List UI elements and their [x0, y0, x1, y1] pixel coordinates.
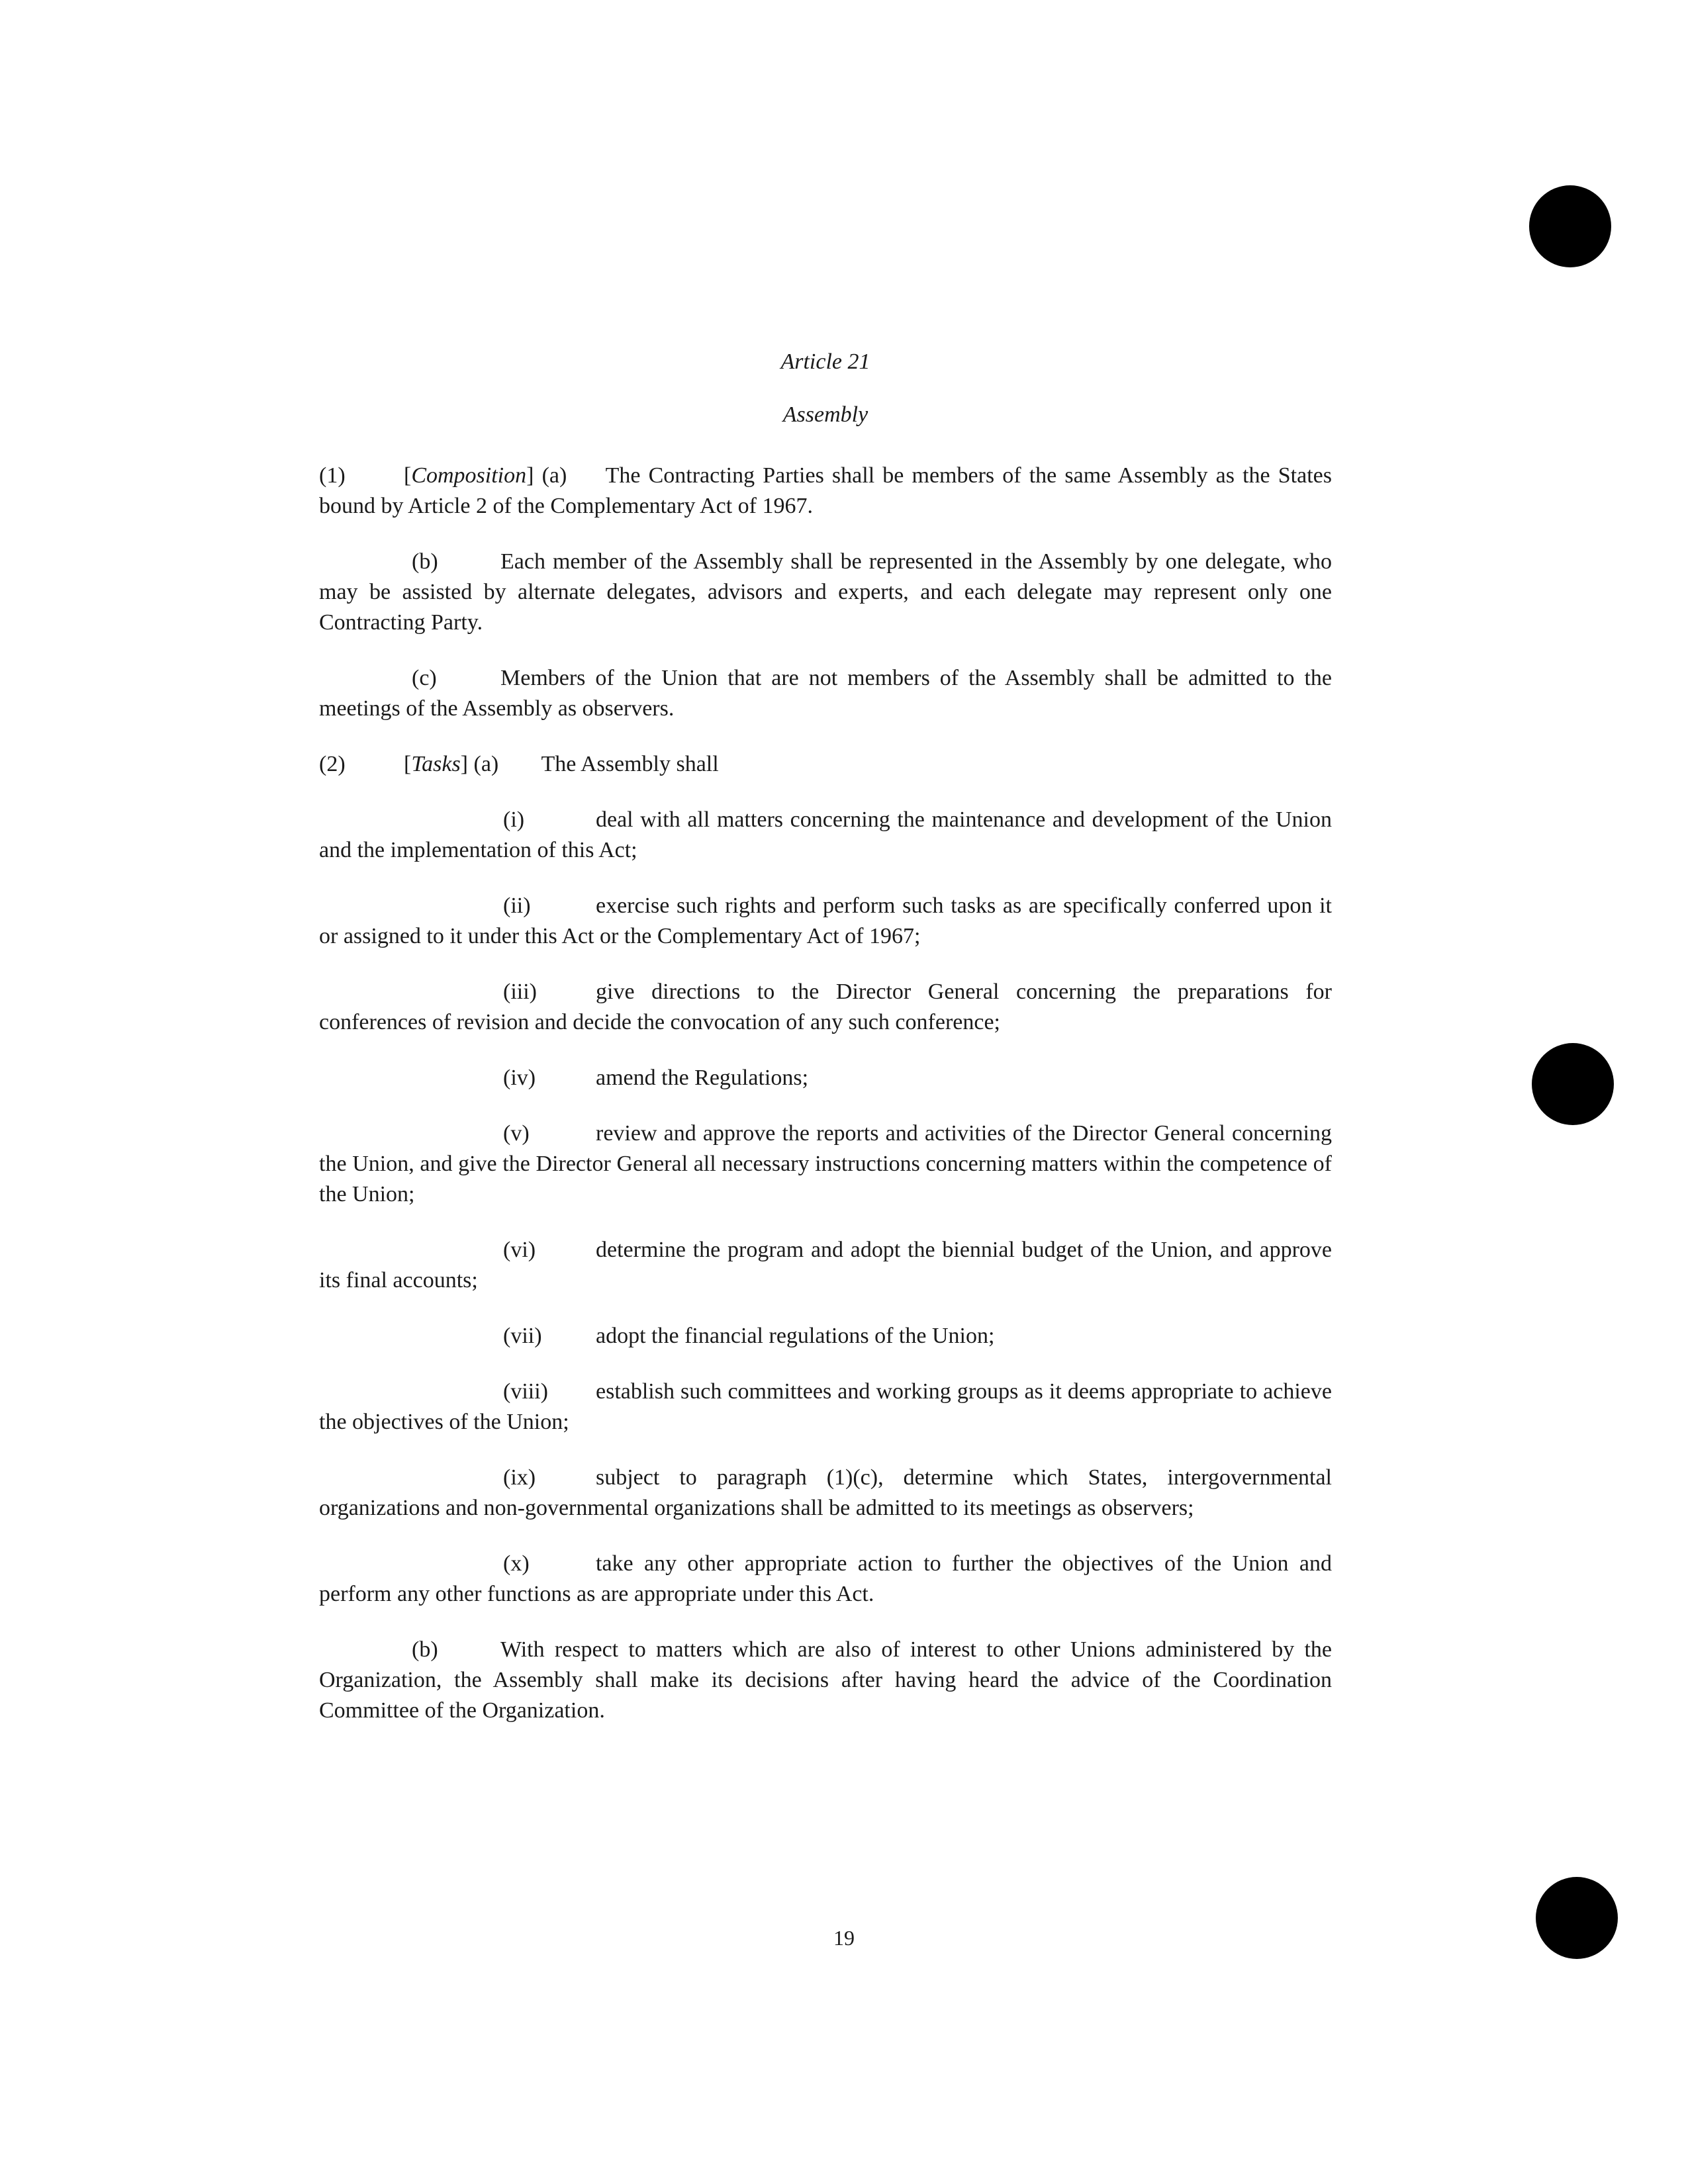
item-number: (x) — [503, 1551, 530, 1576]
list-item — [319, 1377, 1332, 1437]
list-item — [319, 1063, 1332, 1093]
punch-hole-middle — [1532, 1043, 1614, 1125]
item-text: take any other appropriate action to further the objectives of the Union and perform any other functions as are appropriate under this Act. — [319, 1551, 1332, 1606]
page-number: 19 — [833, 1926, 855, 1950]
item-number: (ii) — [503, 893, 531, 918]
item-text: exercise such rights and perform such tasks as are specifically conferred upon it or assigned to it under this Act or the Complementary Act of 1967; — [319, 893, 1332, 948]
paragraph-tag: [Composition] — [404, 463, 534, 488]
paragraph-tag: [Tasks] — [404, 752, 468, 776]
paragraph-text: With respect to matters which are also of interest to other Unions administered by the Organization, the Assembly shall make its decisions after having heard the advice of the Coordination Committee of the Organization. — [319, 1637, 1332, 1723]
item-text: subject to paragraph (1)(c), determine which States, intergovernmental organizations and non-governmental organizations shall be admitted to its meetings as observers; — [319, 1465, 1332, 1520]
item-number: (ix) — [503, 1465, 536, 1490]
list-item — [319, 1235, 1332, 1296]
paragraph-number: (2) — [319, 752, 346, 776]
paragraph-1b — [319, 547, 1332, 638]
item-number: (v) — [503, 1121, 530, 1146]
paragraph-tag-text: Composition — [411, 463, 527, 488]
item-number: (viii) — [503, 1379, 548, 1404]
paragraph-1a — [319, 461, 1332, 522]
paragraph-letter: (a) — [541, 463, 567, 488]
paragraph-letter: (b) — [412, 549, 438, 574]
item-text: deal with all matters concerning the maintenance and development of the Union and the implementation of this Act; — [319, 807, 1332, 862]
paragraph-letter: (a) — [473, 752, 499, 776]
list-item — [319, 977, 1332, 1038]
paragraph-text: The Assembly shall — [541, 752, 719, 776]
paragraph-2b — [319, 1635, 1332, 1726]
paragraph-letter: (c) — [412, 666, 437, 690]
paragraph-text: Each member of the Assembly shall be represented in the Assembly by one delegate, who may be assisted by alternate delegates, advisors and experts, and each delegate may represent only one Contracting Party. — [319, 549, 1332, 635]
item-number: (iii) — [503, 979, 537, 1004]
item-text: give directions to the Director General concerning the preparations for conferences of revision and decide the convocation of any such conference; — [319, 979, 1332, 1034]
paragraph-letter: (b) — [412, 1637, 438, 1662]
article-number: Article 21 — [780, 349, 870, 374]
item-text: establish such committees and working groups as it deems appropriate to achieve the objectives of the Union; — [319, 1379, 1332, 1434]
item-number: (vi) — [503, 1238, 536, 1262]
item-text: adopt the financial regulations of the Union; — [596, 1324, 995, 1348]
item-text: amend the Regulations; — [596, 1066, 809, 1090]
item-number: (iv) — [503, 1066, 536, 1090]
list-item — [319, 1549, 1332, 1610]
paragraph-text: Members of the Union that are not members of the Assembly shall be admitted to the meetings of the Assembly as observers. — [319, 666, 1332, 721]
list-item — [319, 1463, 1332, 1524]
list-item — [319, 805, 1332, 866]
item-text: review and approve the reports and activities of the Director General concerning the Union, and give the Director General all necessary instructions concerning matters within the competence of the Union; — [319, 1121, 1332, 1206]
article-content — [319, 331, 1332, 1726]
item-number: (i) — [503, 807, 525, 832]
list-item — [319, 1118, 1332, 1210]
item-number: (vii) — [503, 1324, 542, 1348]
paragraph-tag-text: Tasks — [411, 752, 461, 776]
item-text: determine the program and adopt the biennial budget of the Union, and approve its final accounts; — [319, 1238, 1332, 1293]
list-item — [319, 891, 1332, 952]
article-title: Assembly — [782, 402, 868, 427]
list-item — [319, 1321, 1332, 1351]
punch-hole-top — [1529, 185, 1611, 267]
paragraph-1c — [319, 663, 1332, 724]
paragraph-2a — [319, 749, 1332, 780]
paragraph-number: (1) — [319, 463, 346, 488]
paragraph-text: The Contracting Parties shall be members of the same Assembly as the States bound by Article 2 of the Complementary Act of 1967. — [319, 463, 1332, 518]
